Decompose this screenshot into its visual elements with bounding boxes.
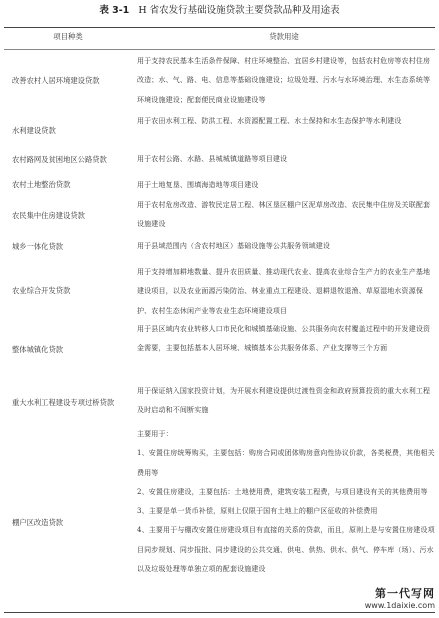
row-name-agri-development: 农业综合开发贷款: [12, 286, 71, 295]
shantytown-item-2: 2、安置住房建设，主要包括：土地使用费，建筑安装工程费，与项目建设有关的其他费用等: [137, 487, 428, 496]
header-project-type: 项目种类: [53, 32, 83, 41]
table-number: 表 3-1: [99, 5, 130, 16]
row-use-rural-living: 用于支持农民基本生活条件保障、村庄环境整治、宜居乡村建设等，包括农村危房等农村住房改造；水、气、路、电、信息等基础设施建设；垃圾处理、污水与水环境治理、水生态系统等环境设施建设；配套便民商业设施建设等: [137, 57, 431, 104]
row-use-land-consolidation: 用于土地复垦、围填海造地等项目建设: [137, 181, 259, 189]
row-name-water-conservancy: 水利建设贷款: [12, 126, 56, 135]
header-loan-use: 贷款用途: [269, 32, 299, 41]
row-use-farmer-housing: 用于农村危房改造、游牧民定居工程、林区垦区棚户区泥草房改造、农民集中住房及关联配套设施建设: [137, 201, 431, 229]
watermark-title: 第一代写网: [375, 587, 435, 600]
row-name-rural-living: 改善农村人居环境建设贷款: [12, 76, 100, 85]
top-rule: [4, 27, 435, 28]
shantytown-item-4: 4、主要用于与棚改安置住房建设项目有直接的关系的贷款，而且，原则上是与安置住房建设项目同步规划、同步报批、同步建设的公共交通、供电、供热、供水、供气、停车库（场）、污水以及垃圾处理等单独立项的配套设施建设: [137, 526, 435, 574]
row-use-agri-development: 用于支持增加耕地数量、提升农田质量、推动现代农业、提高农业综合生产力的农业生产基地建设项目，以及农业面源污染防治、林业重点工程建设、退耕退牧退渔、草原湿地水资源保护、农村生态休闲产业等农业生态环境建设项目: [137, 268, 431, 315]
watermark-url: www.1daixie.com: [364, 601, 435, 610]
row-name-rural-roads: 农村路网及贫困地区公路贷款: [12, 155, 107, 164]
watermark: [365, 585, 435, 610]
row-name-bridge-loan: 重大水利工程建设专项过桥贷款: [12, 398, 115, 407]
row-name-urbanization: 整体城镇化贷款: [12, 345, 64, 354]
row-name-farmer-housing: 农民集中住房建设贷款: [12, 211, 85, 220]
row-use-shantytown: [137, 425, 435, 579]
shantytown-item-1: 1、安置住房统筹购买，主要包括：购房合同或团体购房意向性协议价款，各类税费，其他相关费用等: [137, 449, 435, 477]
row-name-shantytown: 棚户区改造贷款: [12, 518, 64, 527]
row-use-bridge-loan: 用于保证纳入国家投资计划，为开展水利建设提供过渡性资金和政府预算投资的重大水利工程及时启动和不间断实施: [137, 387, 431, 415]
row-use-urbanization: 用于县区域内农业转移人口市民化和城镇基础设施、公共服务向农村覆盖过程中的开发建设资金需要，主要包括基本人居环境、城镇基本公共服务体系、产业支撑等三个方面: [137, 325, 431, 353]
row-use-urban-rural: 用于县域范围内（含农村地区）基础设施等公共服务领域建设: [137, 242, 331, 250]
bottom-rule: [4, 612, 435, 613]
row-name-land-consolidation: 农村土地整治贷款: [12, 180, 71, 189]
header-rule: [4, 49, 435, 50]
shantytown-intro: 主要用于：: [137, 430, 173, 438]
row-use-rural-roads: 用于农村公路、水路、县城城镇道路等项目建设: [137, 155, 288, 163]
row-name-urban-rural: 城乡一体化贷款: [12, 242, 64, 251]
row-use-water-conservancy: 用于农田水利工程、防洪工程、水资源配置工程、水土保持和水生态保护等水利建设: [137, 117, 402, 125]
shantytown-item-3: 3、主要是单一货币补偿，原则上仅限于国有土地上的棚户区征收的补偿费用: [137, 507, 378, 516]
table-title-text: H 省农发行基础设施贷款主要贷款品种及用途表: [138, 5, 340, 16]
table-title: [0, 2, 439, 18]
